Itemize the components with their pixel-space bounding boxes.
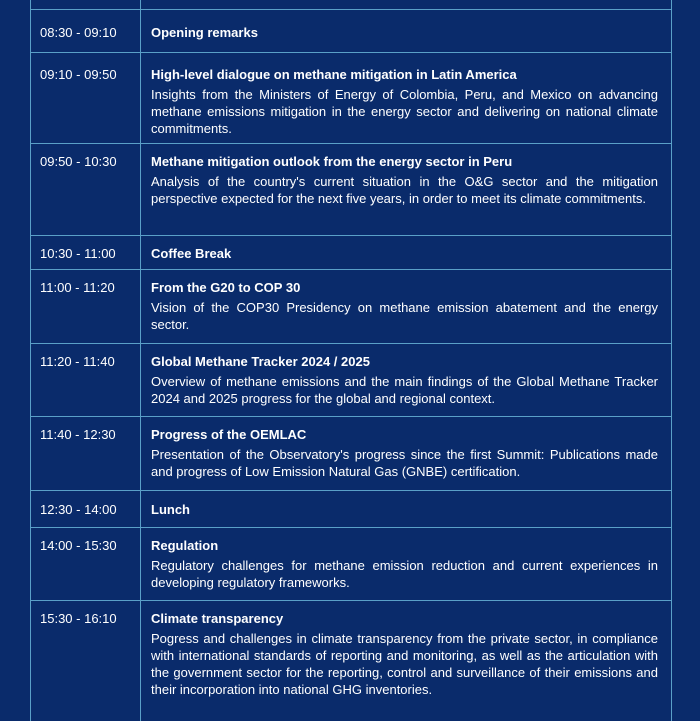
agenda-table [30,0,672,721]
agenda-row [31,144,671,236]
content-cell [141,417,671,490]
agenda-row [31,601,671,721]
time-cell: 12:30 - 14:00 [31,491,141,527]
content-cell [141,601,671,721]
agenda-row [31,53,671,144]
session-description: Overview of methane emissions and the main findings of the Global Methane Tracker 2024 and 2025 progress for the global and regional context. [151,374,658,406]
agenda-row [31,528,671,601]
session-title: Opening remarks [151,25,258,40]
content-cell [141,344,671,416]
session-title: Regulation [151,538,219,553]
time-cell: 08:30 - 09:10 [31,10,141,52]
session-description: Analysis of the country's current situation in the O&G sector and the mitigation perspective expected for the next five years, in order to meet its climate commitments. [151,174,658,206]
agenda-row [31,270,671,344]
content-cell [141,270,671,343]
session-description: Pogress and challenges in climate transparency from the private sector, in compliance with international standards of reporting and monitoring, as well as the articulation with the government sector for the reporting, control and surveillance of their emissions and their incorporation into national GHG inventories. [151,631,658,697]
agenda-row-partial [31,0,671,10]
agenda-row [31,417,671,491]
time-cell: 09:10 - 09:50 [31,53,141,143]
time-cell: 11:20 - 11:40 [31,344,141,416]
agenda-row [31,236,671,270]
session-title: Lunch [151,502,190,517]
agenda-row [31,10,671,53]
session-description: Vision of the COP30 Presidency on methane emission abatement and the energy sector. [151,300,658,332]
content-cell [141,144,671,235]
session-title: High-level dialogue on methane mitigation in Latin America [151,67,517,82]
content-cell [141,491,671,527]
content-cell [141,528,671,600]
time-cell: 10:30 - 11:00 [31,236,141,269]
agenda-row [31,491,671,528]
time-cell: 15:30 - 16:10 [31,601,141,721]
session-title: Progress of the OEMLAC [151,427,307,442]
time-cell: 11:40 - 12:30 [31,417,141,490]
session-title: Climate transparency [151,611,284,626]
session-title: Global Methane Tracker 2024 / 2025 [151,354,370,369]
content-cell [141,0,671,9]
time-cell: 11:00 - 11:20 [31,270,141,343]
content-cell [141,10,671,52]
session-title: Methane mitigation outlook from the energy sector in Peru [151,154,513,169]
session-title: From the G20 to COP 30 [151,280,301,295]
content-cell [141,236,671,269]
session-description: Insights from the Ministers of Energy of Colombia, Peru, and Mexico on advancing methane emissions mitigation in the energy sector and delivering on national climate commitments. [151,87,658,136]
session-description: Regulatory challenges for methane emission reduction and current experiences in developing regulatory frameworks. [151,558,658,590]
time-cell: 09:50 - 10:30 [31,144,141,235]
time-cell [31,0,141,9]
agenda-row [31,344,671,417]
time-cell: 14:00 - 15:30 [31,528,141,600]
session-title: Coffee Break [151,246,232,261]
session-description: Presentation of the Observatory's progress since the first Summit: Publications made and progress of Low Emission Natural Gas (GNBE) certification. [151,447,658,479]
content-cell [141,53,671,143]
